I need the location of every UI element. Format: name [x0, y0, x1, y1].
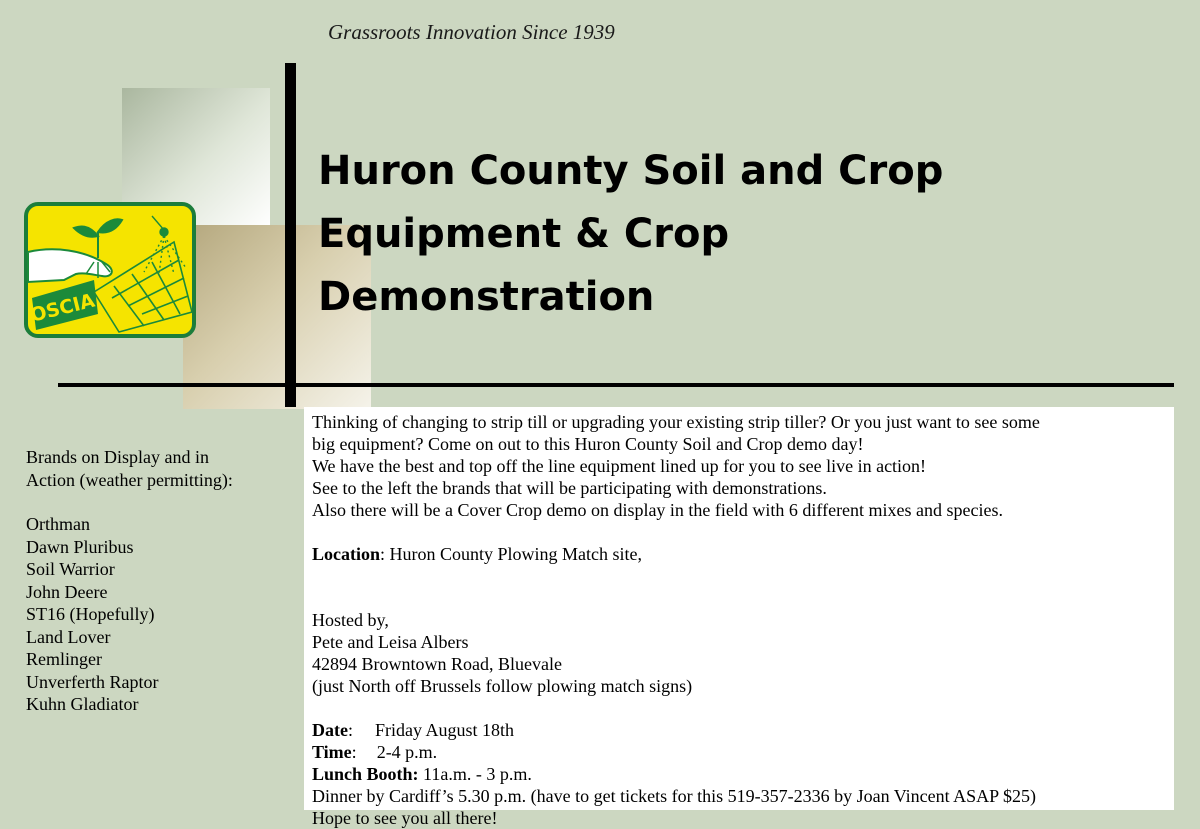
brand-item: John Deere: [26, 581, 108, 602]
brand-item: Unverferth Raptor: [26, 671, 159, 692]
intro-line: Thinking of changing to strip till or upgrading your existing strip tiller? Or you just want to see some: [312, 412, 1040, 432]
page-title: [318, 140, 1178, 329]
date-line: [312, 719, 1166, 741]
brands-list: [26, 513, 276, 716]
hosted-line: Pete and Leisa Albers: [312, 632, 469, 652]
brand-item: Orthman: [26, 514, 90, 534]
oscia-logo: [24, 202, 196, 338]
lunch-line: [312, 763, 1166, 785]
closing-line: Hope to see you all there!: [312, 808, 498, 828]
brand-item: Remlinger: [26, 649, 102, 669]
location-value: : Huron County Plowing Match site,: [380, 544, 643, 564]
brand-item: Soil Warrior: [26, 559, 115, 579]
intro-line: See to the left the brands that will be participating with demonstrations.: [312, 478, 827, 498]
time-line: [312, 741, 1166, 763]
title-line-2: Equipment & Crop: [318, 211, 730, 257]
lunch-label: Lunch Booth:: [312, 764, 419, 784]
location-line: [312, 543, 1166, 565]
time-value: 2-4 p.m.: [376, 742, 438, 762]
intro-line: We have the best and top off the line equipment lined up for you to see live in action!: [312, 456, 927, 476]
brands-heading-line-2: Action (weather permitting):: [26, 469, 233, 490]
hosted-line: 42894 Browntown Road, Bluevale: [312, 654, 562, 674]
time-sep: :: [351, 742, 357, 762]
location-label: Location: [312, 544, 381, 564]
brand-item: ST16 (Hopefully): [26, 604, 155, 624]
horizontal-rule: [58, 383, 1174, 387]
date-label: Date: [312, 720, 348, 740]
date-value: Friday August 18th: [375, 720, 515, 740]
lunch-value: 11a.m. - 3 p.m.: [418, 764, 532, 784]
vertical-rule: [285, 63, 296, 407]
tagline: Grassroots Innovation Since 1939: [328, 20, 615, 44]
brands-heading-line-1: Brands on Display and in: [26, 447, 209, 467]
logo-text: OSCIA: [28, 289, 98, 327]
intro-line: big equipment? Come on out to this Huron County Soil and Crop demo day!: [312, 434, 864, 454]
brand-item: Dawn Pluribus: [26, 536, 134, 557]
hosted-line: Hosted by,: [312, 610, 389, 630]
intro-line: Also there will be a Cover Crop demo on display in the field with 6 different mixes and species.: [312, 500, 1004, 520]
brands-panel: [26, 446, 276, 716]
brand-item: Land Lover: [26, 626, 111, 647]
title-line-3: Demonstration: [318, 274, 655, 320]
hosted-line: (just North off Brussels follow plowing match signs): [312, 676, 693, 696]
title-line-1: Huron County Soil and Crop: [318, 148, 944, 194]
details-panel: [304, 407, 1174, 828]
brand-item: Kuhn Gladiator: [26, 694, 139, 714]
time-label: Time: [312, 742, 352, 762]
date-sep: :: [347, 720, 353, 740]
dinner-line: Dinner by Cardiff’s 5.30 p.m. (have to get tickets for this 519-357-2336 by Joan Vincent ASAP $25): [312, 786, 1036, 806]
